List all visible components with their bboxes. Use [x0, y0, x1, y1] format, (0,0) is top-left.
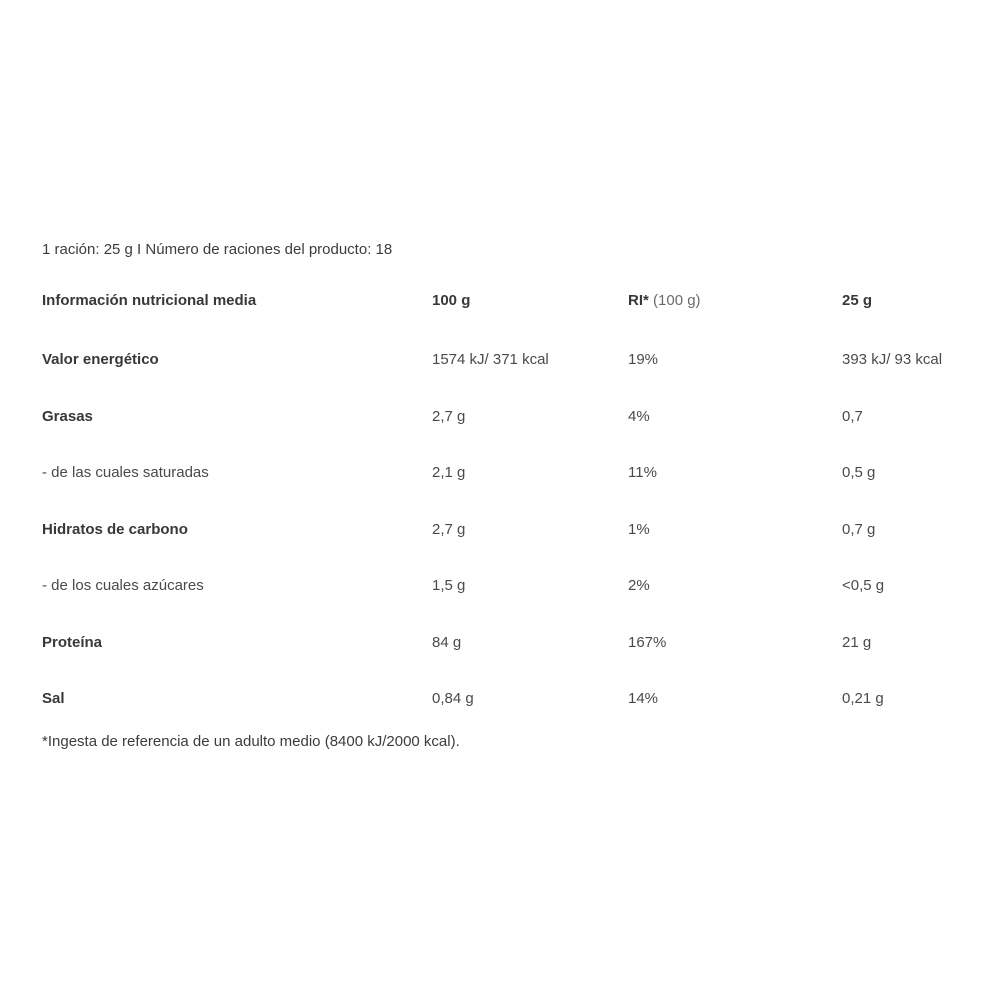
reference-intake-footnote: *Ingesta de referencia de un adulto medio (8400 kJ/2000 kcal).: [42, 733, 460, 750]
row-label: Hidratos de carbono: [42, 521, 188, 538]
row-value-25g: <0,5 g: [842, 577, 885, 594]
row-label: Grasas: [42, 408, 93, 425]
row-value-ri: 2%: [628, 577, 650, 594]
serving-info-line: 1 ración: 25 g I Número de raciones del producto: 18: [42, 241, 393, 258]
row-value-100g: 1,5 g: [432, 577, 466, 594]
row-value-ri: 167%: [628, 634, 667, 651]
table-row: [0, 463, 1000, 483]
header-per-25g: 25 g: [842, 292, 873, 309]
row-label: Sal: [42, 690, 65, 707]
table-header-row: [0, 291, 1000, 311]
row-value-ri: 4%: [628, 408, 650, 425]
row-value-25g: 0,21 g: [842, 690, 884, 707]
row-value-ri: 14%: [628, 690, 659, 707]
table-row: [0, 407, 1000, 427]
row-value-100g: 2,7 g: [432, 521, 466, 538]
row-value-100g: 0,84 g: [432, 690, 474, 707]
row-label: Proteína: [42, 634, 103, 651]
row-value-100g: 2,7 g: [432, 408, 466, 425]
table-row: [0, 633, 1000, 653]
table-row: [0, 576, 1000, 596]
header-per-100g: 100 g: [432, 292, 471, 309]
row-value-25g: 393 kJ/ 93 kcal: [842, 351, 943, 368]
row-label: - de las cuales saturadas: [42, 464, 209, 481]
row-value-ri: 19%: [628, 351, 659, 368]
row-value-ri: 11%: [628, 464, 657, 481]
row-label: - de los cuales azúcares: [42, 577, 204, 594]
row-value-25g: 0,7 g: [842, 521, 876, 538]
row-value-ri: 1%: [628, 521, 650, 538]
header-ri-abbr: RI*: [628, 292, 649, 309]
row-value-100g: 84 g: [432, 634, 462, 651]
row-value-100g: 2,1 g: [432, 464, 466, 481]
table-row: [0, 350, 1000, 370]
header-ri-basis: (100 g): [653, 292, 701, 309]
row-value-25g: 0,7: [842, 408, 863, 425]
row-value-25g: 0,5 g: [842, 464, 876, 481]
table-row: [0, 689, 1000, 709]
row-label: Valor energético: [42, 351, 159, 368]
row-value-100g: 1574 kJ/ 371 kcal: [432, 351, 549, 368]
table-row: [0, 520, 1000, 540]
header-nutrition-info: Información nutricional media: [42, 292, 257, 309]
header-ri: [628, 291, 701, 310]
row-value-25g: 21 g: [842, 634, 872, 651]
